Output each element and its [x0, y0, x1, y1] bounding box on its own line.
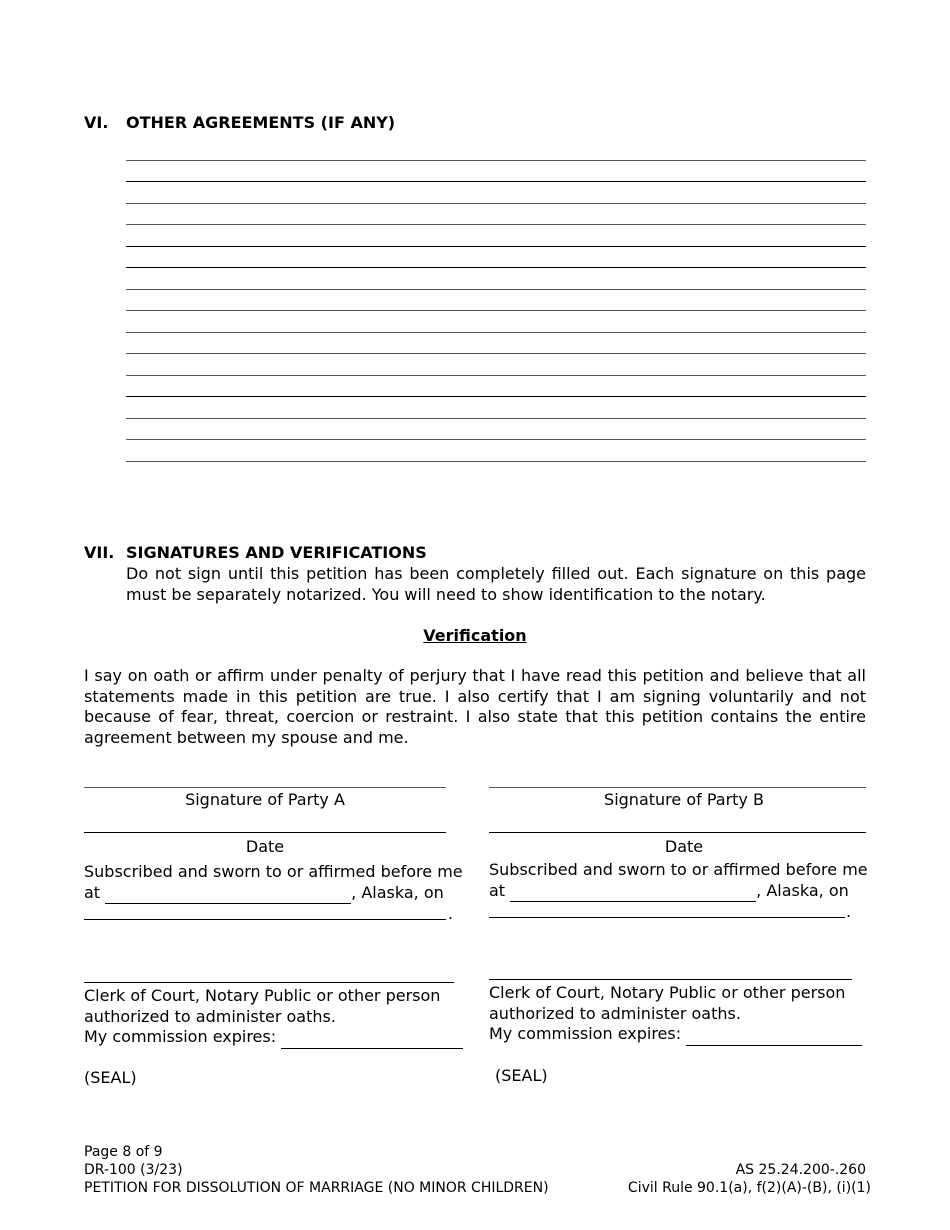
party-a-at-label: at — [84, 882, 101, 902]
party-b-officer-block — [489, 983, 889, 1046]
party-a-seal: (SEAL) — [84, 1068, 137, 1087]
section-vii-number: VII. — [84, 543, 115, 562]
verification-text: I say on oath or affirm under penalty of perjury that I have read this petition and believe that all statements made in this petition are true. I also certify that I am signing voluntarily and not because of fear, threat, coercion or restraint. I also state that this petition contains the entire agreement between my spouse and me. — [84, 666, 866, 747]
party-a-officer-line2: authorized to administer oaths. — [84, 1006, 336, 1026]
party-b-commission-field[interactable] — [686, 1024, 862, 1046]
party-b-sworn-line1: Subscribed and sworn to or affirmed before me — [489, 860, 868, 879]
footer-rule: Civil Rule 90.1(a), f(2)(A)-(B), (i)(1) — [627, 1180, 871, 1196]
party-a-period: . — [448, 904, 454, 923]
party-b-date-line[interactable] — [489, 832, 866, 833]
footer-page-number: Page 8 of 9 — [84, 1144, 163, 1160]
party-a-officer-signature-line[interactable] — [84, 982, 454, 983]
party-a-location-row — [84, 883, 484, 905]
party-a-location-field[interactable] — [105, 883, 351, 905]
party-a-sworn-text — [84, 862, 484, 904]
party-b-signature-line[interactable] — [489, 787, 866, 788]
party-a-date-label: Date — [245, 837, 285, 856]
agreement-line[interactable] — [126, 396, 866, 397]
party-b-officer-line1: Clerk of Court, Notary Public or other person — [489, 983, 846, 1002]
party-b-officer-line2: authorized to administer oaths. — [489, 1003, 741, 1023]
section-vi-heading — [84, 113, 395, 132]
section-vi-number: VI. — [84, 113, 109, 132]
party-b-commission-label: My commission expires: — [489, 1024, 682, 1043]
party-b-at-label: at — [489, 880, 506, 900]
footer-statute: AS 25.24.200-.260 — [735, 1162, 866, 1178]
party-b-location-row — [489, 881, 889, 903]
agreement-line[interactable] — [126, 353, 866, 354]
party-b-seal: (SEAL) — [495, 1066, 548, 1085]
party-b-signature-label: Signature of Party B — [604, 790, 764, 809]
party-a-officer-line1: Clerk of Court, Notary Public or other person — [84, 986, 441, 1005]
agreement-line[interactable] — [126, 224, 866, 225]
section-vii-title: SIGNATURES AND VERIFICATIONS — [126, 543, 427, 562]
footer-right — [571, 1161, 871, 1197]
party-a-sworn-line1: Subscribed and sworn to or affirmed before me — [84, 862, 463, 881]
party-a-alaska-on: , Alaska, on — [351, 882, 444, 902]
party-a-signature-label: Signature of Party A — [185, 790, 345, 809]
agreement-line[interactable] — [126, 267, 866, 268]
party-a-commission-row — [84, 1027, 484, 1049]
agreement-line[interactable] — [126, 375, 866, 376]
agreement-line[interactable] — [126, 461, 866, 462]
party-b-officer-signature-line[interactable] — [489, 979, 852, 980]
party-b-alaska-on: , Alaska, on — [756, 880, 849, 900]
party-a-officer-block — [84, 986, 484, 1049]
party-a-commission-label: My commission expires: — [84, 1027, 277, 1046]
agreement-line[interactable] — [126, 439, 866, 440]
agreement-line[interactable] — [126, 332, 866, 333]
party-a-commission-field[interactable] — [281, 1027, 463, 1049]
party-b-sworn-text — [489, 860, 889, 902]
party-b-commission-row — [489, 1024, 889, 1046]
party-a-signature-line[interactable] — [84, 787, 446, 788]
section-vii-instructions: Do not sign until this petition has been completely filled out. Each signature on this page must be separately notarized. You will need to show identification to the notary. — [126, 564, 866, 604]
party-b-date-label: Date — [664, 837, 704, 856]
party-b-location-field[interactable] — [510, 881, 756, 903]
agreement-line[interactable] — [126, 289, 866, 290]
agreement-line[interactable] — [126, 181, 866, 182]
footer-left — [84, 1143, 604, 1197]
party-a-date-line[interactable] — [84, 832, 446, 833]
agreement-line[interactable] — [126, 160, 866, 161]
verification-heading — [84, 626, 866, 645]
agreement-line[interactable] — [126, 203, 866, 204]
section-vii-heading — [84, 543, 427, 562]
agreement-line[interactable] — [126, 246, 866, 247]
party-b-sworn-date-line[interactable] — [489, 917, 845, 918]
agreement-line[interactable] — [126, 310, 866, 311]
agreement-line[interactable] — [126, 418, 866, 419]
footer-form-title: PETITION FOR DISSOLUTION OF MARRIAGE (NO MINOR CHILDREN) — [84, 1180, 549, 1196]
party-b-period: . — [846, 902, 852, 921]
verification-title: Verification — [423, 626, 527, 645]
party-a-sworn-date-line[interactable] — [84, 919, 446, 920]
section-vi-title: OTHER AGREEMENTS (IF ANY) — [126, 113, 396, 132]
footer-form-number: DR-100 (3/23) — [84, 1162, 183, 1178]
